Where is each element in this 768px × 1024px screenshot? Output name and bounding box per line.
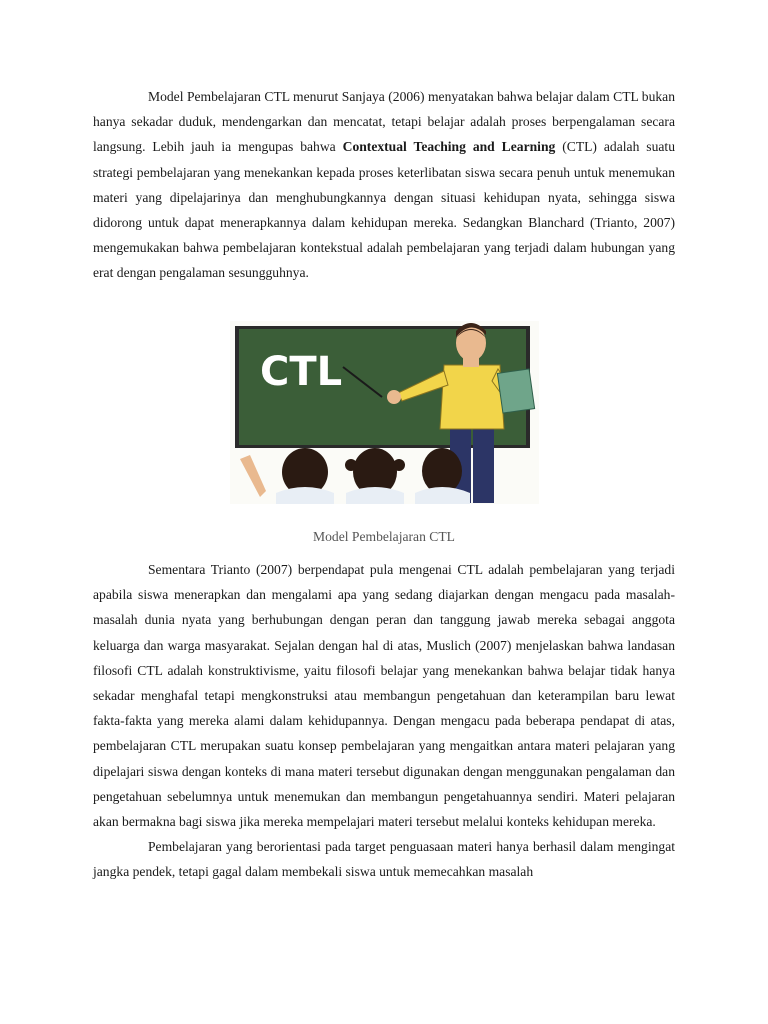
paragraph-1-end: (CTL) adalah suatu strategi pembelajaran yang menekankan kepada proses keterlibatan siswa secara penuh untuk menemukan materi yang dipelajarinya dan menghubungkannya dengan situasi kehidupan nyata, sehingga siswa didorong untuk dapat menerapkannya dalam kehidupan mereka. Sedangkan Blanchard (Trianto, 2007) mengemukakan bahwa pembelajaran kontekstual adalah pembelajaran yang terjadi dalam hubungan yang erat dengan pengalaman sesungguhnya.	[93, 139, 675, 281]
text-block-bottom	[93, 557, 675, 885]
figure-caption: Model Pembelajaran CTL	[313, 529, 455, 544]
bold-term: Contextual Teaching and Learning	[342, 139, 556, 155]
paragraph-2: Sementara Trianto (2007) berpendapat pula mengenai CTL adalah pembelajaran yang terjadi apabila siswa menerapkan dan mengalami apa yang sedang diajarkan dengan mengacu pada masalah-masalah dunia nyata yang berhubungan dengan peran dan tanggung jawab mereka sebagai anggota keluarga dan warga masyarakat. Sejalan dengan hal di atas, Muslich (2007) menjelaskan bahwa landasan filosofi CTL adalah konstruktivisme, yaitu filosofi belajar yang menekankan bahwa belajar tidak hanya sekadar menghafal tetapi mengkonstruksi atau membangun pengetahuan dan keterampilan baru lewat fakta-fakta yang mereka alami dalam kehidupannya. Dengan mengacu pada beberapa pendapat di atas, pembelajaran CTL merupakan suatu konsep pembelajaran yang mengaitkan antara materi pelajaran yang dipelajari siswa dengan konteks di mana materi tersebut digunakan dengan menggunakan pengalaman dan pengetahuan sebelumnya untuk menemukan dan membangun pengetahuannya sendiri. Materi pelajaran akan bermakna bagi siswa jika mereka mempelajari materi tersebut melalui konteks kehidupan mereka.	[93, 562, 675, 830]
board-text: CTL	[260, 349, 343, 395]
ctl-illustration	[230, 321, 539, 504]
paragraph-1	[93, 84, 675, 286]
text-block-top	[93, 84, 675, 286]
paragraph-3: Pembelajaran yang berorientasi pada target penguasaan materi hanya berhasil dalam mengingat jangka pendek, tetapi gagal dalam membekali siswa untuk memecahkan masalah	[93, 839, 675, 880]
classroom-illustration	[230, 321, 539, 504]
students	[240, 448, 470, 504]
paragraph-1-start: Model Pembelajaran CTL menurut Sanjaya (2006) menyatakan bahwa belajar dalam CTL bukan hanya sekadar duduk, mendengarkan dan mencatat, tetapi belajar adalah proses berpengalaman secara langsung. Lebih jauh ia mengupas bahwa	[93, 89, 675, 155]
